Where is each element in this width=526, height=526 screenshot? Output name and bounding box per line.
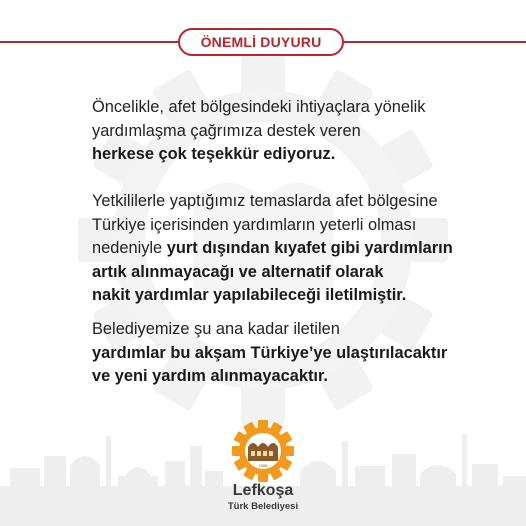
text-line [92, 96, 492, 120]
bold-text: herkese çok teşekkür ediyoruz. [92, 145, 336, 163]
text-line [92, 261, 492, 285]
text-span: Belediyemize şu ana kadar iletilen [92, 320, 340, 338]
paragraph-municipality [92, 318, 492, 389]
municipality-subtitle: Türk Belediyesi [227, 501, 299, 512]
header-rule-right [344, 41, 526, 43]
text-span: Öncelikle, afet bölgesindeki ihtiyaçlara yönelik [92, 98, 426, 116]
paragraph-thanks [92, 96, 492, 167]
text-line [92, 318, 492, 342]
text-line [92, 190, 492, 214]
bold-text: yurt dışından kıyafet gibi yardımların [166, 239, 453, 257]
paragraph-authorities [92, 190, 492, 308]
text-line [92, 120, 492, 144]
emblem-year: 1958 [258, 463, 268, 468]
municipality-name: Lefkoşa [232, 482, 294, 499]
text-line [92, 365, 492, 389]
text-span: yardımlaşma çağrımıza destek veren [92, 121, 361, 140]
text-span: nedeniyle [92, 239, 167, 257]
bold-text: ve yeni yardım alınmayacaktır. [92, 367, 328, 385]
text-span: Yetkililerle yaptığımız temaslarda afet bölgesine [92, 192, 438, 210]
bold-text: yardımlar bu akşam Türkiye’ye ulaştırılacaktır [92, 343, 448, 362]
text-line [92, 342, 492, 366]
header-rule-left [0, 41, 178, 43]
bold-text: artık alınmayacağı ve alternatif olarak [92, 262, 384, 281]
text-line [92, 237, 492, 261]
text-line [92, 143, 492, 167]
announcement-tag: ÖNEMLİ DUYURU [178, 28, 344, 56]
text-span: Türkiye içerisinden yardımların yeterli olması [92, 215, 417, 234]
text-line [92, 284, 492, 308]
lefkosa-emblem-icon [231, 419, 295, 483]
bold-text: nakit yardımlar yapılabileceği iletilmiştir. [92, 286, 407, 304]
text-line [92, 214, 492, 238]
